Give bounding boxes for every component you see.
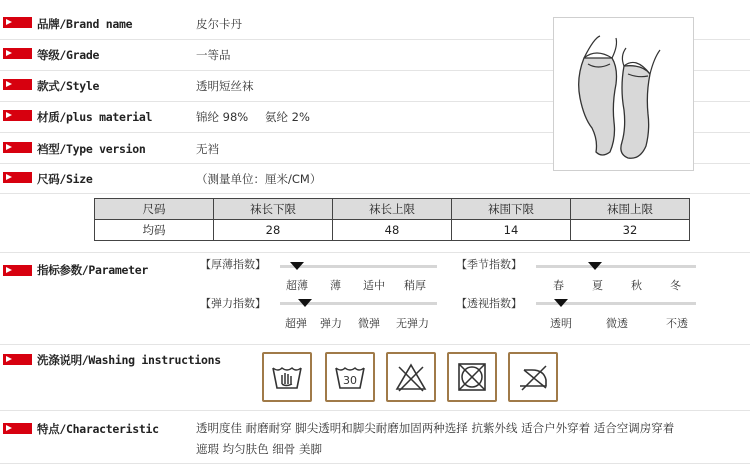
size-table-header: [95, 199, 690, 220]
wash-temperature: 30: [343, 374, 357, 387]
table-cell: 32: [571, 220, 690, 241]
washing-label: 洗涤说明/Washing instructions: [37, 353, 221, 367]
brand-value: 皮尔卡丹: [196, 17, 242, 31]
sheer-tick: 微透: [606, 317, 628, 330]
season-marker: [588, 262, 602, 270]
material-label: 材质/plus material: [37, 110, 153, 124]
sheer-marker: [554, 299, 568, 307]
flag-icon: [3, 172, 32, 183]
season-tick: 秋: [631, 279, 642, 292]
sock-illustration: [554, 18, 693, 170]
no-bleach-icon: [386, 352, 436, 402]
flag-icon: [3, 265, 32, 276]
table-row: [95, 220, 690, 241]
elastic-tick: 弹力: [320, 317, 342, 330]
thickness-title: 【厚薄指数】: [200, 258, 266, 271]
season-tick: 春: [553, 279, 564, 292]
flag-icon: [3, 79, 32, 90]
type-label: 裆型/Type version: [37, 142, 146, 156]
thickness-tick: 适中: [363, 279, 385, 292]
size-label: 尺码/Size: [37, 172, 93, 186]
sheer-tick: 透明: [550, 317, 572, 330]
product-image: [553, 17, 694, 171]
style-label: 款式/Style: [37, 79, 100, 93]
season-title: 【季节指数】: [456, 258, 522, 271]
table-cell: 28: [214, 220, 333, 241]
elastic-tick: 微弹: [358, 317, 380, 330]
size-unit-note: （测量单位：厘米/CM）: [196, 172, 322, 186]
thickness-tick: 薄: [330, 279, 341, 292]
type-value: 无裆: [196, 142, 219, 156]
flag-icon: [3, 423, 32, 434]
header-cell: 袜长上限: [333, 199, 452, 220]
table-cell: 均码: [95, 220, 214, 241]
material-value-nylon: 锦纶 98%: [196, 110, 249, 124]
parameter-label: 指标参数/Parameter: [37, 263, 149, 277]
grade-value: 一等品: [196, 48, 231, 62]
flag-icon: [3, 48, 32, 59]
flag-icon: [3, 142, 32, 153]
material-value-spandex: 氨纶 2%: [265, 110, 310, 124]
sheer-title: 【透视指数】: [456, 297, 522, 310]
characteristic-label: 特点/Characteristic: [37, 422, 159, 436]
thickness-tick: 稍厚: [404, 279, 426, 292]
no-iron-icon: [508, 352, 558, 402]
season-tick: 冬: [670, 279, 681, 292]
thickness-marker: [290, 262, 304, 270]
size-table: [94, 198, 690, 241]
sheer-tick: 不透: [666, 317, 688, 330]
flag-icon: [3, 110, 32, 121]
season-track: [536, 265, 696, 268]
season-tick: 夏: [592, 279, 603, 292]
hand-wash-icon: [262, 352, 312, 402]
header-cell: 袜围下限: [452, 199, 571, 220]
characteristic-line-2: 遮瑕 均匀肤色 细骨 美脚: [196, 442, 322, 456]
wash-30-icon: [325, 352, 375, 402]
elastic-marker: [298, 299, 312, 307]
style-value: 透明短丝袜: [196, 79, 254, 93]
header-cell: 尺码: [95, 199, 214, 220]
table-cell: 48: [333, 220, 452, 241]
elastic-title: 【弹力指数】: [200, 297, 266, 310]
brand-label: 品牌/Brand name: [37, 17, 133, 31]
characteristic-line-1: 透明度佳 耐磨耐穿 脚尖透明和脚尖耐磨加固两种选择 抗紫外线 适合户外穿着 适合空调房穿着: [196, 421, 675, 435]
flag-icon: [3, 354, 32, 365]
header-cell: 袜长下限: [214, 199, 333, 220]
elastic-tick: 超弹: [285, 317, 307, 330]
table-cell: 14: [452, 220, 571, 241]
grade-label: 等级/Grade: [37, 48, 100, 62]
flag-icon: [3, 17, 32, 28]
no-tumble-dry-icon: [447, 352, 497, 402]
header-cell: 袜围上限: [571, 199, 690, 220]
thickness-tick: 超薄: [286, 279, 308, 292]
elastic-tick: 无弹力: [396, 317, 429, 330]
